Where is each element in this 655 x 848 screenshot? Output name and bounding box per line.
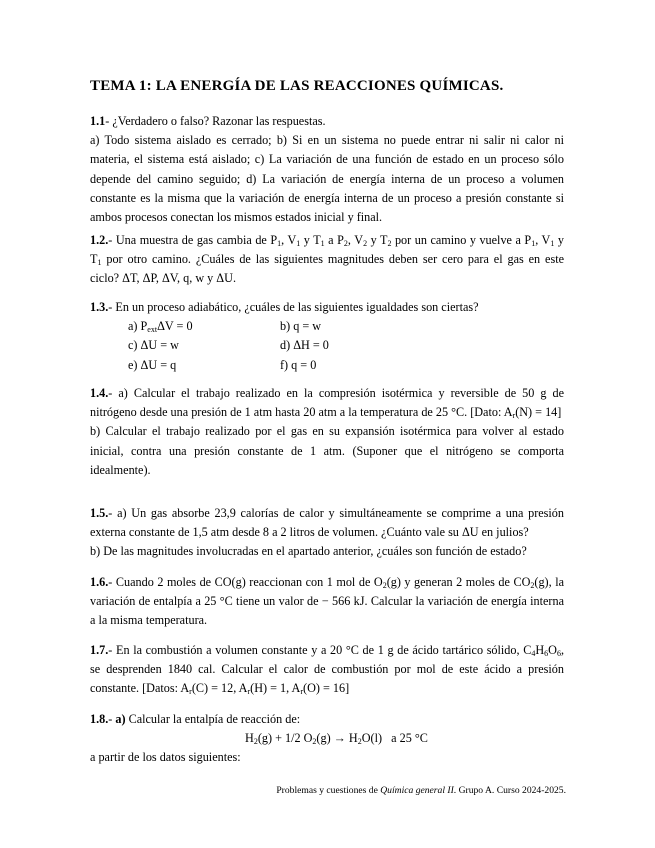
reaction-equation: $H_2(g) + 1/2$ $O_2(g) \to H_2O(l)$ a 25 °C <box>245 731 428 747</box>
problem-1-4 <box>90 384 564 480</box>
problem-statement: - ¿Verdadero o falso? Razonar las respuestas. <box>105 114 326 128</box>
problem-1-5 <box>90 504 564 562</box>
options-row <box>128 356 564 375</box>
problem-1-1-heading <box>90 112 564 131</box>
problem-number: 1.7. <box>90 643 109 657</box>
option-f: f) q = 0 <box>280 357 317 372</box>
problem-1-5-part-a: 1.5.- a) Un gas absorbe 23,9 calorías de calor y simultáneamente se comprime a una presión externa constante de 1,5 atm desde 8 a 2 litros de volumen. ¿Cuánto vale su ΔU en julios? <box>90 506 564 540</box>
problem-1-7-text: 1.7.- En la combustión a volumen constante y a 20 °C de 1 g de ácido tartárico sólido, $C_4H_6O_6$, se desprenden 1840 cal. Calcular el calor de combustión por mol de este ácido a presión constante. [Datos: $A_r(C) = 12$, $A_r(H) = 1$, $A_r(O) = 16$] <box>90 643 564 697</box>
problem-number: 1.8. <box>90 712 109 726</box>
problem-1-6 <box>90 573 564 631</box>
problem-number: 1.6. <box>90 575 109 589</box>
options-row <box>128 317 564 336</box>
course-name: Química general II <box>380 785 454 796</box>
option-c: c) ΔU = w <box>128 338 179 353</box>
problem-number: 1.4. <box>90 386 109 400</box>
option-d: d) ΔH = 0 <box>280 338 329 353</box>
options-row <box>128 336 564 355</box>
problem-1-1-body: a) Todo sistema aislado es cerrado; b) Si en un sistema no puede entrar ni salir ni calor ni materia, el sistema está aislado; c) La variación de una función de estado en un proceso sólo depende del camino seguido; d) La variación de energía interna de un proceso a volumen constante es la misma que la variación de energía interna de un proceso a presión constante si ambos procesos conectan los mismos estados inicial y final. <box>90 133 564 225</box>
problem-1-6-text: 1.6.- Cuando 2 moles de CO(g) reaccionan con 1 mol de $O_2(g)$ y generan 2 moles de $CO_2(g)$, la variación de entalpía a 25 °C tiene un valor de − 566 kJ. Calcular la variación de energía interna a la misma temperatura. <box>90 575 564 628</box>
options-list <box>128 317 564 375</box>
problem-1-8 <box>90 710 564 768</box>
option-a: a) $P_{ext}\Delta V = 0$ <box>128 319 193 335</box>
problem-1-1 <box>90 112 564 227</box>
problem-1-4-part-a: 1.4.- a) Calcular el trabajo realizado en la compresión isotérmica y reversible de 50 g de nitrógeno desde una presión de 1 atm hasta 20 atm a la temperatura de 25 °C. [Dato: $A_r(N) = 14$] <box>90 386 564 421</box>
problem-1-2 <box>90 231 564 289</box>
problem-1-3 <box>90 298 564 375</box>
problem-number: 1.5. <box>90 506 109 520</box>
option-e: e) ΔU = q <box>128 357 177 372</box>
problem-number: 1.2. <box>90 233 109 247</box>
part-label: a) <box>115 712 126 726</box>
problem-number: 1.3. <box>90 300 109 314</box>
page-title: TEMA 1: LA ENERGÍA DE LAS REACCIONES QUÍMICAS. <box>90 78 504 94</box>
problem-1-4-part-b: b) Calcular el trabajo realizado por el gas en su expansión isotérmica para volver al estado inicial, contra una presión constante de 1 atm. (Suponer que el nitrógeno se comporta idealmente). <box>90 424 564 477</box>
problem-1-2-text: 1.2.- Una muestra de gas cambia de $P_1$, $V_1$ y $T_1$ a $P_2$, $V_2$ y $T_2$ por un camino y vuelve a $P_1$, $V_1$ y $T_1$ por otro camino. ¿Cuáles de las siguientes magnitudes deben ser cero para el gas en este ciclo? ΔT, ΔP, ΔV, q, w y ΔU. <box>90 233 564 286</box>
problem-1-5-part-b: b) De las magnitudes involucradas en el apartado anterior, ¿cuáles son función de estado? <box>90 544 527 559</box>
problem-1-8-tail: a partir de los datos siguientes: <box>90 750 241 765</box>
problem-1-3-heading: 1.3.- En un proceso adiabático, ¿cuáles de las siguientes igualdades son ciertas? <box>90 300 479 314</box>
problem-number: 1.1 <box>90 114 106 128</box>
option-b: b) q = w <box>280 319 322 334</box>
problem-1-8-heading: 1.8.- a) Calcular la entalpía de reacción de: <box>90 712 301 726</box>
page-footer: Problemas y cuestiones de Química general II. Grupo A. Curso 2024-2025. <box>276 785 566 796</box>
problem-1-7 <box>90 641 564 699</box>
